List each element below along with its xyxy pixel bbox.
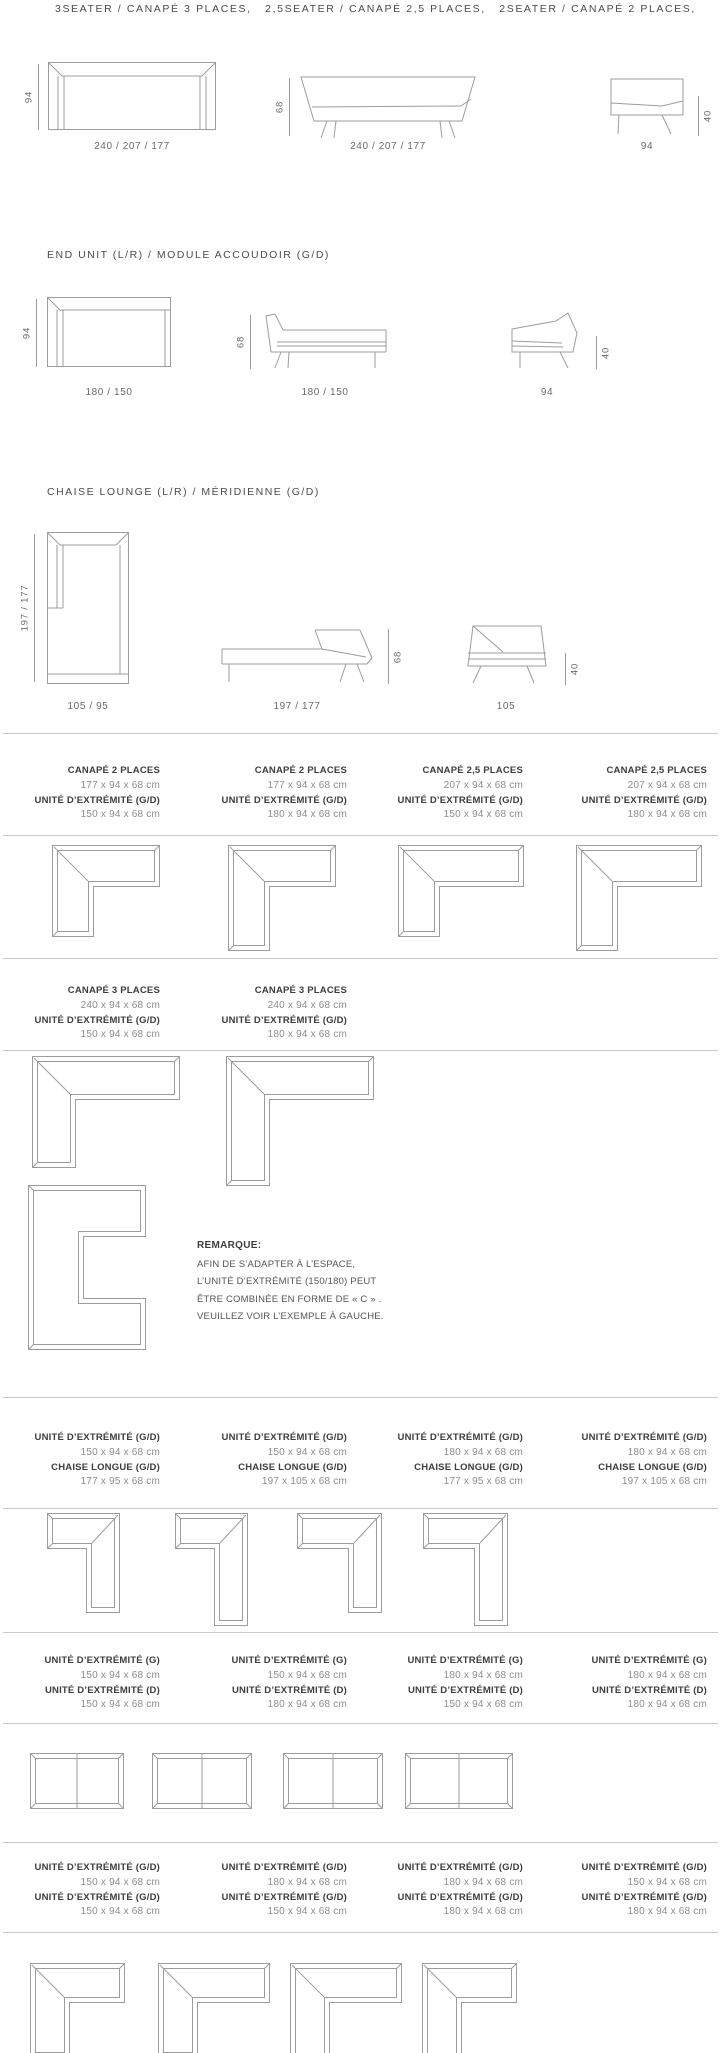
spec-value: 180 x 94 x 68 cm <box>267 1876 347 1888</box>
spec-value: 150 x 94 x 68 cm <box>267 1906 347 1918</box>
spec-value: 240 x 94 x 68 cm <box>80 999 160 1011</box>
spec-label: UNITÉ D’EXTRÉMITÉ (G/D) <box>34 1432 160 1443</box>
chaise-combo-diagram <box>297 1513 382 1613</box>
spec-label: UNITÉ D’EXTRÉMITÉ (G/D) <box>581 1432 707 1443</box>
divider <box>3 733 718 734</box>
corner-sofa-diagram <box>290 1963 402 2053</box>
chaise-combo-diagram <box>423 1513 508 1626</box>
spec-value: 150 x 94 x 68 cm <box>80 809 160 821</box>
spec-value: 177 x 94 x 68 cm <box>267 779 347 791</box>
spec-column <box>547 1861 707 1920</box>
spec-column <box>363 1431 523 1490</box>
spec-column <box>0 1861 160 1920</box>
spec-label: UNITÉ D’EXTRÉMITÉ (G/D) <box>221 1891 347 1903</box>
spec-label: UNITÉ D’EXTRÉMITÉ (G/D) <box>34 1014 160 1026</box>
dimension-height: 68 <box>289 78 290 136</box>
spec-label: UNITÉ D’EXTRÉMITÉ (G/D) <box>397 1432 523 1443</box>
spec-label: UNITÉ D’EXTRÉMITÉ (D) <box>407 1684 523 1696</box>
spec-label: UNITÉ D’EXTRÉMITÉ (G/D) <box>581 1891 707 1903</box>
divider <box>3 1508 718 1509</box>
dimension-width: 105 <box>496 701 516 712</box>
spec-column <box>0 764 160 823</box>
dimension-height: 40 <box>565 653 566 685</box>
dimension-width: 105 / 95 <box>67 701 109 712</box>
spec-value: 180 x 94 x 68 cm <box>443 1876 523 1888</box>
dimension-width: 180 / 150 <box>85 387 133 398</box>
spec-label: CHAISE LONGUE (G/D) <box>238 1461 347 1473</box>
chaise-side-view-diagram <box>221 627 373 685</box>
spec-value: 177 x 95 x 68 cm <box>80 1476 160 1488</box>
chaise-combo-diagram <box>47 1513 120 1613</box>
dimension-height: 68 <box>388 629 389 684</box>
spec-value: 197 x 105 x 68 cm <box>621 1476 707 1488</box>
spec-value: 177 x 94 x 68 cm <box>80 779 160 791</box>
spec-label: UNITÉ D’EXTRÉMITÉ (G/D) <box>34 1862 160 1873</box>
spec-value: 150 x 94 x 68 cm <box>627 1876 707 1888</box>
spec-column <box>0 984 160 1043</box>
dimension-height: 94 <box>38 64 39 130</box>
spec-label: UNITÉ D’EXTRÉMITÉ (D) <box>44 1684 160 1696</box>
remark-line: L’UNITÉ D’EXTRÉMITÉ (150/180) PEUT <box>197 1276 377 1288</box>
dimension-height: 40 <box>698 96 699 136</box>
dimension-height: 94 <box>36 299 37 367</box>
spec-label: UNITÉ D’EXTRÉMITÉ (G/D) <box>221 1432 347 1443</box>
spec-value: 207 x 94 x 68 cm <box>627 779 707 791</box>
corner-sofa-diagram <box>576 845 702 951</box>
chaise-top-view-diagram <box>47 532 129 684</box>
spec-label: UNITÉ D’EXTRÉMITÉ (G) <box>407 1655 523 1666</box>
remark-title: REMARQUE: <box>197 1240 262 1251</box>
spec-column <box>547 1431 707 1490</box>
spec-column <box>547 764 707 823</box>
spec-value: 180 x 94 x 68 cm <box>627 1906 707 1918</box>
spec-label: CANAPÉ 3 PLACES <box>67 985 160 996</box>
dimension-height: 68 <box>250 315 251 369</box>
spec-value: 180 x 94 x 68 cm <box>267 1029 347 1041</box>
remark-note <box>197 1240 397 1326</box>
dimension-width: 240 / 207 / 177 <box>94 141 170 152</box>
spec-label: UNITÉ D’EXTRÉMITÉ (G/D) <box>397 794 523 806</box>
spec-value: 180 x 94 x 68 cm <box>627 1669 707 1681</box>
spec-value: 150 x 94 x 68 cm <box>80 1699 160 1711</box>
remark-line: VEUILLEZ VOIR L’EXEMPLE À GAUCHE. <box>197 1311 384 1323</box>
spec-value: 207 x 94 x 68 cm <box>443 779 523 791</box>
spec-label: UNITÉ D’EXTRÉMITÉ (G) <box>591 1655 707 1666</box>
sofa-side-view-diagram <box>610 78 684 136</box>
spec-column <box>363 1654 523 1713</box>
end-unit-front-view-diagram <box>262 313 388 369</box>
dimension-width: 94 <box>540 387 554 398</box>
spec-value: 150 x 94 x 68 cm <box>80 1669 160 1681</box>
spec-label: UNITÉ D’EXTRÉMITÉ (G/D) <box>221 794 347 806</box>
straight-sofa-diagram <box>30 1753 124 1809</box>
spec-column <box>363 764 523 823</box>
spec-label: UNITÉ D’EXTRÉMITÉ (G/D) <box>397 1891 523 1903</box>
section-header-end-unit: END UNIT (L/R) / MODULE ACCOUDOIR (G/D) <box>47 249 330 261</box>
dimension-width: 180 / 150 <box>301 387 349 398</box>
spec-value: 150 x 94 x 68 cm <box>80 1029 160 1041</box>
spec-label: UNITÉ D’EXTRÉMITÉ (G/D) <box>221 1862 347 1873</box>
spec-value: 180 x 94 x 68 cm <box>443 1446 523 1458</box>
end-unit-top-view-diagram <box>47 297 171 367</box>
spec-label: UNITÉ D’EXTRÉMITÉ (D) <box>231 1684 347 1696</box>
spec-value: 150 x 94 x 68 cm <box>267 1446 347 1458</box>
chaise-end-view-diagram <box>464 625 548 685</box>
spec-column <box>0 1654 160 1713</box>
corner-sofa-diagram <box>158 1963 270 2053</box>
spec-column <box>187 1431 347 1490</box>
spec-label: CANAPÉ 2 PLACES <box>254 765 347 776</box>
section-header-chaise-lounge: CHAISE LOUNGE (L/R) / MÉRIDIENNE (G/D) <box>47 486 320 498</box>
divider <box>3 1632 718 1633</box>
straight-sofa-diagram <box>152 1753 252 1809</box>
spec-value: 180 x 94 x 68 cm <box>627 1699 707 1711</box>
spec-label: UNITÉ D’EXTRÉMITÉ (G/D) <box>397 1862 523 1873</box>
spec-value: 150 x 94 x 68 cm <box>80 1906 160 1918</box>
divider <box>3 1842 718 1843</box>
spec-label: UNITÉ D’EXTRÉMITÉ (G/D) <box>221 1014 347 1026</box>
c-shape-sofa-diagram <box>28 1185 146 1350</box>
spec-label: CANAPÉ 2 PLACES <box>67 765 160 776</box>
remark-line: ÊTRE COMBINÉE EN FORME DE « C » . <box>197 1293 382 1305</box>
spec-label: CANAPÉ 3 PLACES <box>254 985 347 996</box>
spec-label: UNITÉ D’EXTRÉMITÉ (G/D) <box>34 1891 160 1903</box>
corner-sofa-diagram <box>32 1056 180 1168</box>
spec-value: 180 x 94 x 68 cm <box>443 1669 523 1681</box>
sofa-front-view-diagram <box>300 76 476 140</box>
straight-sofa-diagram <box>405 1753 513 1809</box>
spec-label: UNITÉ D’EXTRÉMITÉ (D) <box>591 1684 707 1696</box>
divider <box>3 835 718 836</box>
spec-value: 180 x 94 x 68 cm <box>267 809 347 821</box>
spec-label: CHAISE LONGUE (G/D) <box>414 1461 523 1473</box>
spec-column <box>187 1654 347 1713</box>
spec-label: UNITÉ D’EXTRÉMITÉ (G) <box>231 1655 347 1666</box>
remark-line: AFIN DE S’ADAPTER À L’ESPACE, <box>197 1259 356 1270</box>
divider <box>3 1723 718 1724</box>
divider <box>3 1050 718 1051</box>
corner-sofa-diagram <box>398 845 524 937</box>
spec-column <box>0 1431 160 1490</box>
corner-sofa-diagram <box>422 1963 517 2053</box>
spec-label: CHAISE LONGUE (G/D) <box>51 1461 160 1473</box>
end-unit-side-view-diagram <box>511 312 583 370</box>
spec-value: 180 x 94 x 68 cm <box>627 1446 707 1458</box>
spec-value: 150 x 94 x 68 cm <box>267 1669 347 1681</box>
spec-value: 180 x 94 x 68 cm <box>443 1906 523 1918</box>
page-title: 3SEATER / CANAPÉ 3 PLACES, 2,5SEATER / CANAPÉ 2,5 PLACES, 2SEATER / CANAPÉ 2 PLACES, <box>55 3 696 15</box>
spec-column <box>187 984 347 1043</box>
corner-sofa-diagram <box>30 1963 125 2053</box>
sofa-top-view-diagram <box>48 62 216 130</box>
dimension-width: 94 <box>640 141 654 152</box>
spec-label: CHAISE LONGUE (G/D) <box>598 1461 707 1473</box>
spec-value: 150 x 94 x 68 cm <box>443 809 523 821</box>
divider <box>3 1397 718 1398</box>
spec-label: CANAPÉ 2,5 PLACES <box>422 765 523 776</box>
spec-value: 180 x 94 x 68 cm <box>627 809 707 821</box>
spec-value: 150 x 94 x 68 cm <box>80 1446 160 1458</box>
dimension-height: 40 <box>596 336 597 369</box>
spec-value: 240 x 94 x 68 cm <box>267 999 347 1011</box>
spec-label: UNITÉ D’EXTRÉMITÉ (G) <box>44 1655 160 1666</box>
dimension-width: 240 / 207 / 177 <box>350 141 426 152</box>
corner-sofa-diagram <box>52 845 160 937</box>
corner-sofa-diagram <box>226 1056 374 1186</box>
corner-sofa-diagram <box>228 845 336 951</box>
spec-label: UNITÉ D’EXTRÉMITÉ (G/D) <box>581 1862 707 1873</box>
spec-value: 180 x 94 x 68 cm <box>267 1699 347 1711</box>
spec-value: 150 x 94 x 68 cm <box>443 1699 523 1711</box>
spec-column <box>547 1654 707 1713</box>
spec-column <box>187 1861 347 1920</box>
spec-value: 150 x 94 x 68 cm <box>80 1876 160 1888</box>
spec-label: CANAPÉ 2,5 PLACES <box>606 765 707 776</box>
spec-value: 177 x 95 x 68 cm <box>443 1476 523 1488</box>
straight-sofa-diagram <box>283 1753 383 1809</box>
dimension-height: 197 / 177 <box>34 534 35 682</box>
divider <box>3 1932 718 1933</box>
chaise-combo-diagram <box>175 1513 248 1626</box>
spec-label: UNITÉ D’EXTRÉMITÉ (G/D) <box>34 794 160 806</box>
divider <box>3 958 718 959</box>
spec-column <box>187 764 347 823</box>
spec-column <box>363 1861 523 1920</box>
dimension-width: 197 / 177 <box>273 701 321 712</box>
spec-value: 197 x 105 x 68 cm <box>261 1476 347 1488</box>
spec-label: UNITÉ D’EXTRÉMITÉ (G/D) <box>581 794 707 806</box>
